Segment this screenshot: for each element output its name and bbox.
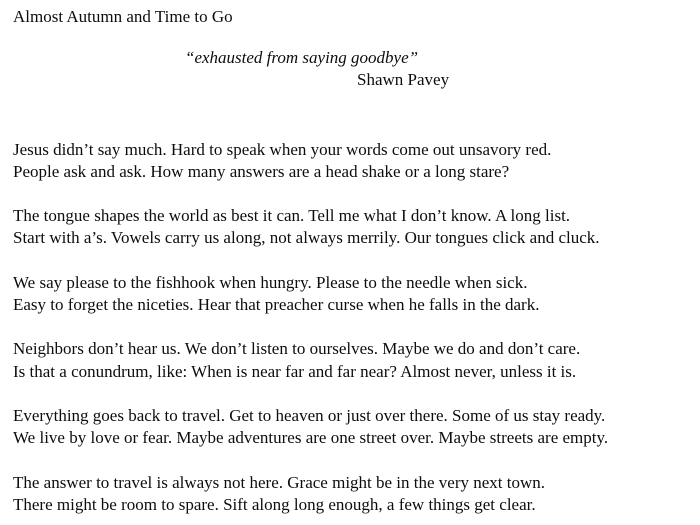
poem-line: Start with a’s. Vowels carry us along, not always merrily. Our tongues click and cluck.	[13, 228, 600, 248]
epigraph-attribution: Shawn Pavey	[357, 70, 450, 90]
poem-line: Easy to forget the niceties. Hear that preacher curse when he falls in the dark.	[13, 295, 540, 314]
stanza-1	[13, 139, 696, 183]
poem-line: Neighbors don’t hear us. We don’t listen to ourselves. Maybe we do and don’t care.	[13, 339, 581, 359]
stanza-3	[13, 272, 696, 316]
poem-line: We live by love or fear. Maybe adventures are one street over. Maybe streets are empty.	[13, 428, 609, 448]
stanza-2	[13, 205, 696, 249]
poem-line: Everything goes back to travel. Get to heaven or just over there. Some of us stay ready.	[13, 405, 606, 425]
poem-epigraph: “exhausted from saying goodbye”	[185, 48, 419, 68]
poem-line: Is that a conundrum, like: When is near far and far near? Almost never, unless it is.	[13, 361, 577, 381]
poem-title: Almost Autumn and Time to Go	[13, 7, 233, 26]
poem-line: The answer to travel is always not here. Grace might be in the very next town.	[13, 472, 546, 492]
poem-line: The tongue shapes the world as best it can. Tell me what I don’t know. A long list.	[13, 206, 571, 226]
poem-line: People ask and ask. How many answers are a head shake or a long stare?	[13, 161, 510, 181]
poem-line: Jesus didn’t say much. Hard to speak when your words come out unsavory red.	[13, 139, 552, 159]
stanza-5	[13, 405, 696, 449]
poem-line: There might be room to spare. Sift along long enough, a few things get clear.	[13, 494, 536, 514]
poem-body	[13, 139, 696, 516]
stanza-6	[13, 472, 696, 516]
stanza-4	[13, 338, 696, 382]
poem-line: We say please to the fishhook when hungry. Please to the needle when sick.	[13, 272, 528, 292]
